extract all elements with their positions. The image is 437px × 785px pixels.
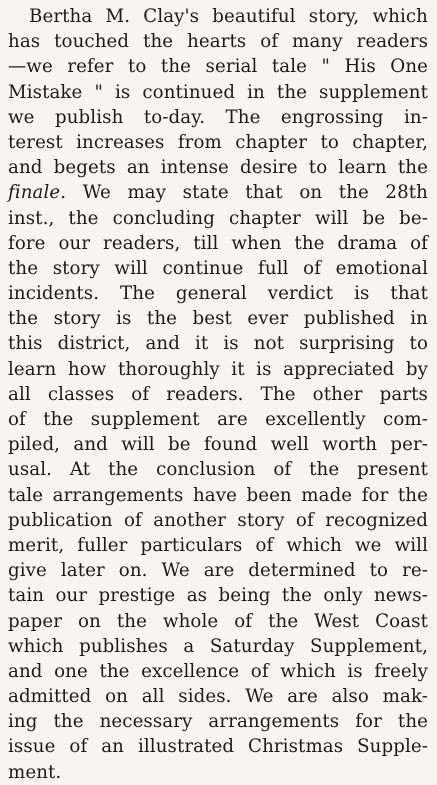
article-body <box>8 4 428 785</box>
article-line: all classes of readers. The other parts <box>8 383 428 405</box>
article-line: terest increases from chapter to chapter, <box>8 131 428 153</box>
article-line: ing the necessary arrangements for the <box>8 711 428 733</box>
article-line: fore our readers, till when the drama of <box>8 232 428 254</box>
article-line: inst., the concluding chapter will be be- <box>8 207 428 229</box>
article-line: usal. At the conclusion of the present <box>8 459 428 481</box>
article-line: the story is the best ever published in <box>8 308 428 330</box>
article-line: Bertha M. Clay's beautiful story, which <box>29 6 428 27</box>
article-line: has touched the hearts of many readers <box>8 31 428 53</box>
article-line: we publish to-day. The engrossing in- <box>8 106 428 128</box>
article-line: the story will continue full of emotional <box>8 257 428 279</box>
article-line: Mistake " is continued in the supplement <box>8 81 428 103</box>
article-line: paper on the whole of the West Coast <box>8 610 428 632</box>
article-line: publication of another story of recognized <box>8 509 428 531</box>
article-line: issue of an illustrated Christmas Supple- <box>8 736 428 758</box>
article-line: merit, fuller particulars of which we will <box>8 534 428 556</box>
article-line: tale arrangements have been made for the <box>8 484 428 506</box>
article-line: ment. <box>8 761 62 783</box>
article-line: admitted on all sides. We are also mak- <box>8 686 428 708</box>
article-line: —we refer to the serial tale " His One <box>8 56 428 78</box>
article-line: of the supplement are excellently com- <box>8 409 428 430</box>
italic-word-finale: finale. <box>8 182 67 204</box>
article-line-rest: We may state that on the 28th <box>66 182 428 204</box>
article-line: and one the excellence of which is freely <box>8 660 428 682</box>
article-line: give later on. We are determined to re- <box>8 560 428 582</box>
article-line: piled, and will be found well worth per- <box>8 434 428 456</box>
article-line: which publishes a Saturday Supplement, <box>8 635 428 657</box>
article-line <box>8 180 428 205</box>
article-line: this district, and it is not surprising to <box>8 333 428 355</box>
article-line: learn how thoroughly it is appreciated by <box>8 358 428 380</box>
article-line: incidents. The general verdict is that <box>8 283 428 305</box>
article-line: and begets an intense desire to learn the <box>8 157 428 179</box>
article-line: tain our prestige as being the only news- <box>8 585 428 607</box>
